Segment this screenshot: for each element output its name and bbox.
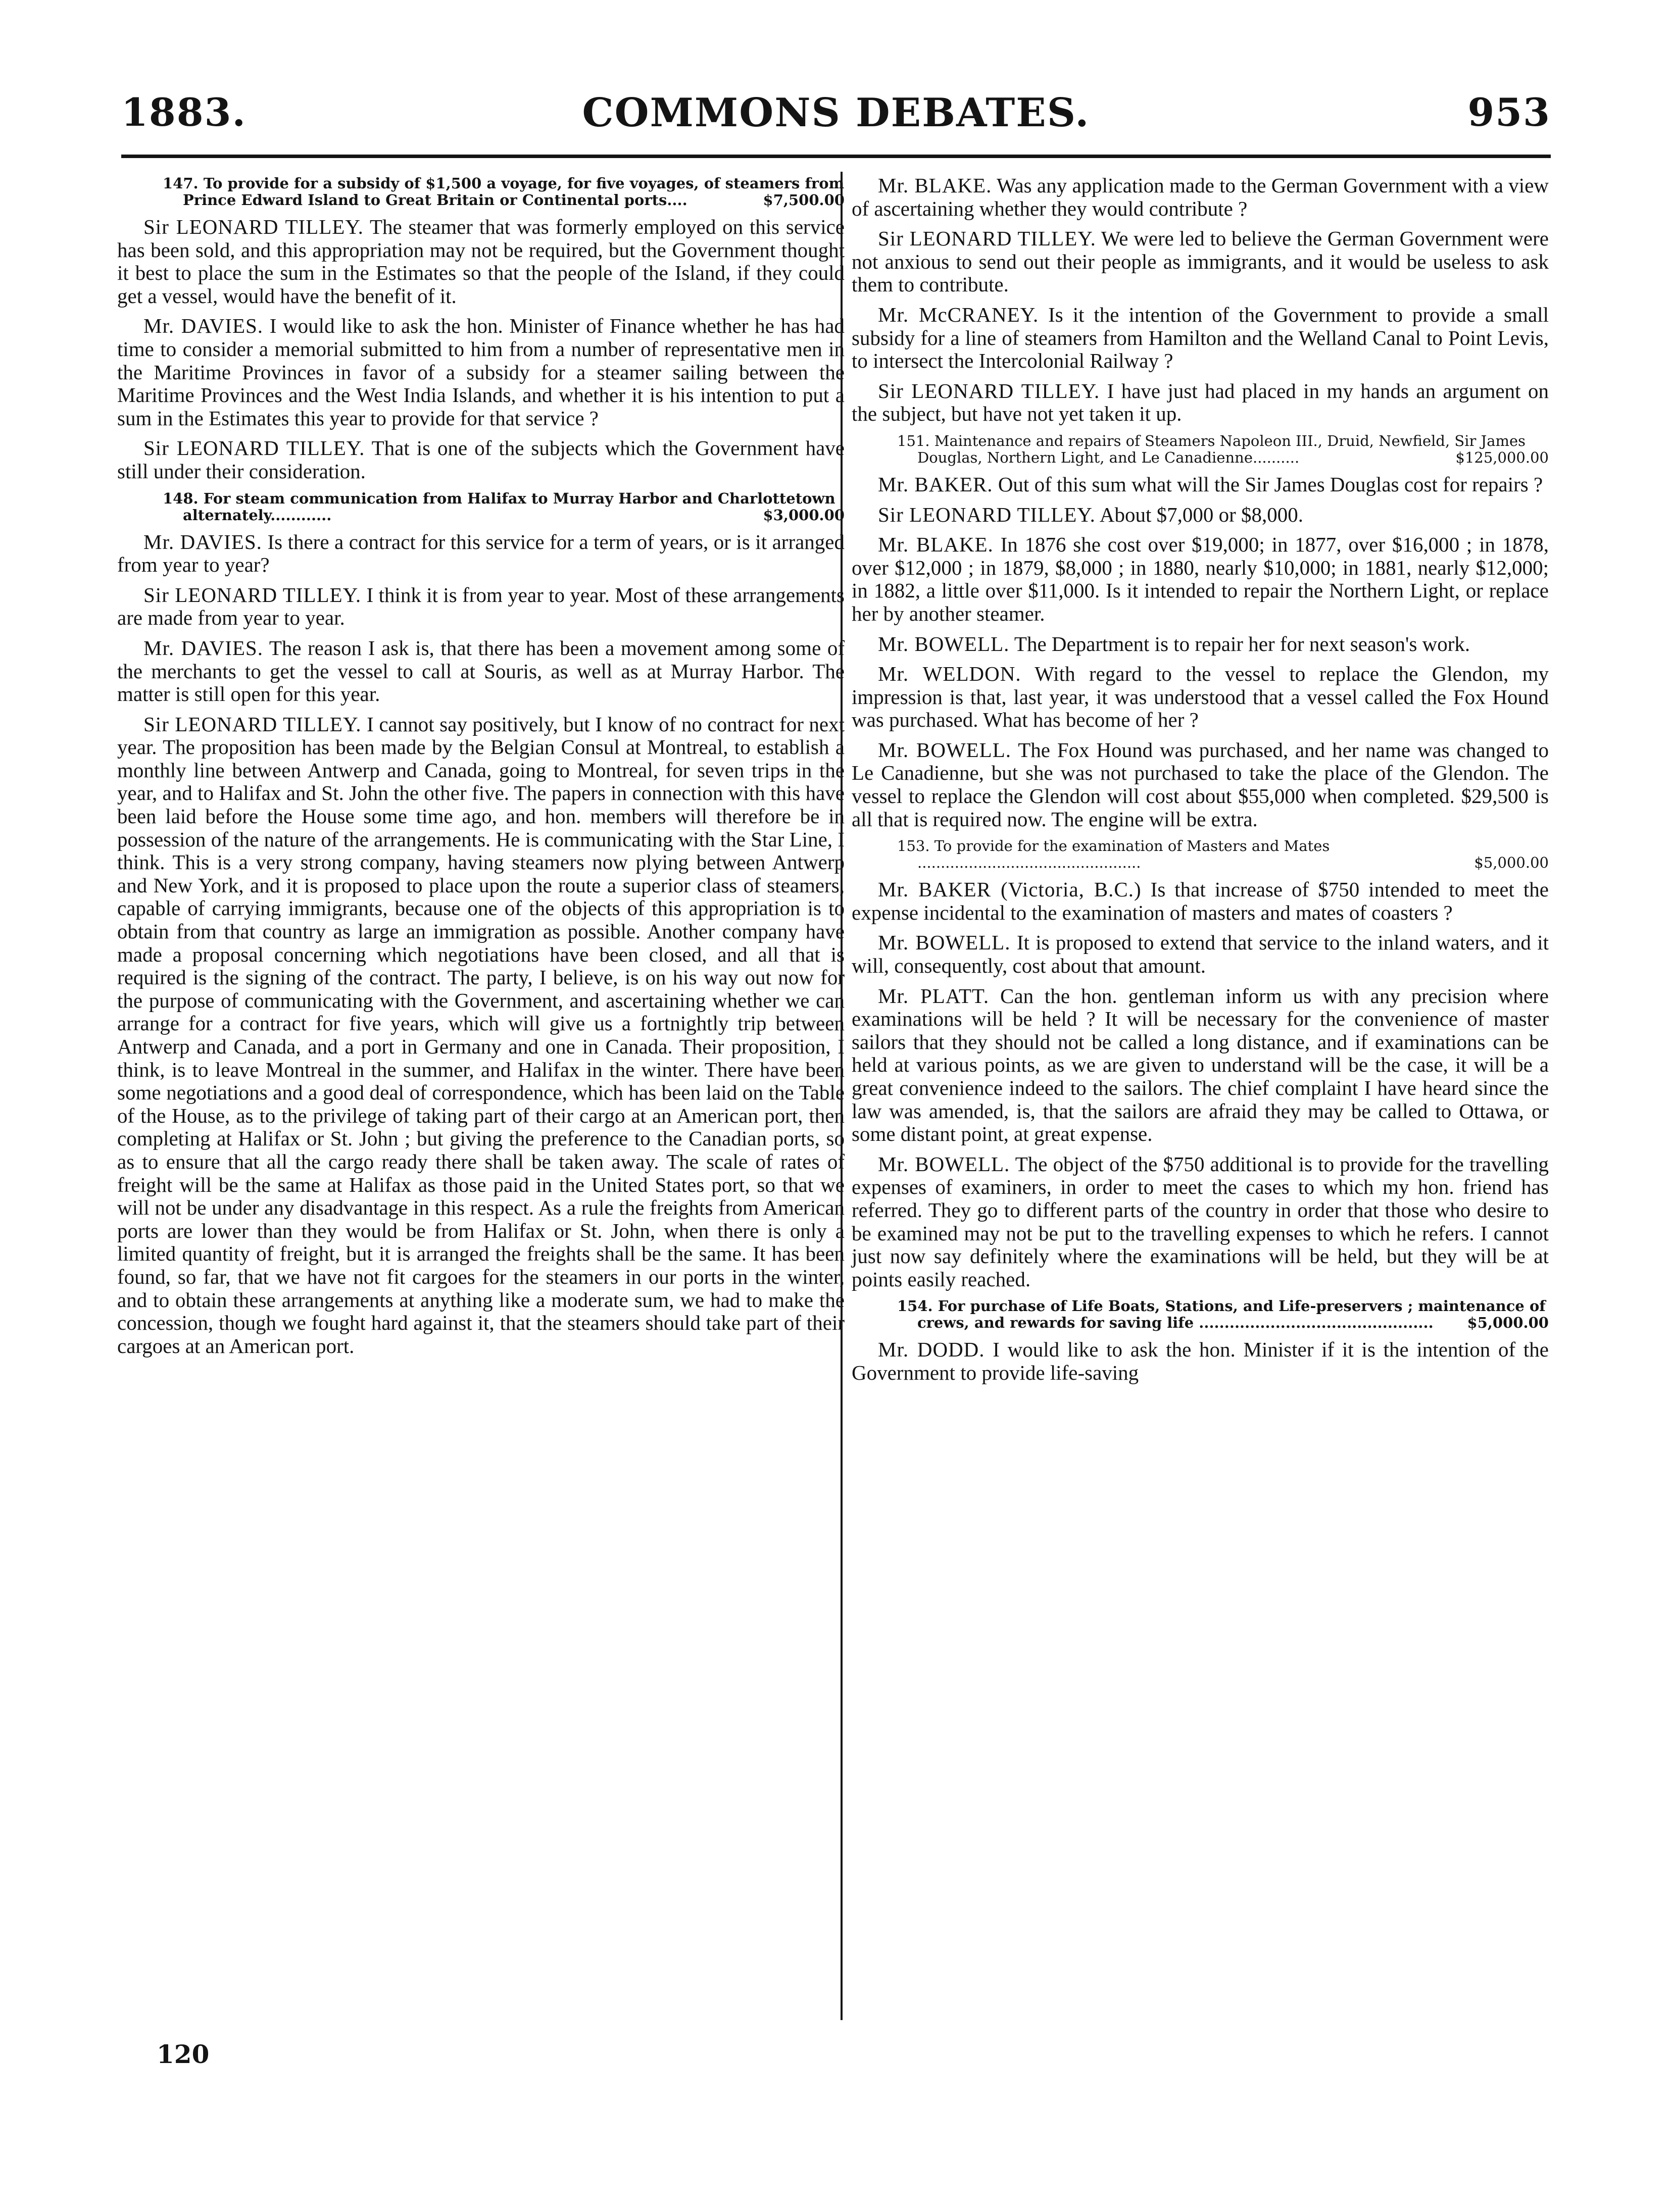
speaker-name: Sir LEONARD TILLEY. [878, 379, 1100, 403]
page-header [121, 90, 1551, 146]
speaker-name: Sir LEONARD TILLEY. [143, 583, 362, 607]
header-title: COMMONS DEBATES. [582, 90, 1090, 136]
estimate-item [852, 433, 1549, 466]
speech-paragraph [852, 633, 1549, 656]
speech-text: I think it is from year to year. Most of these arrangements are made from year to year. [117, 583, 845, 630]
speech-text: The steamer that was formerly employed on this service has been sold, and this appropriation may not be required, but the Government thought it best to place the sum in the Estimates so that the people of the Island, if they could get a vessel, would have the benefit of it. [117, 215, 845, 308]
speaker-name: Mr. DODD. [878, 1338, 985, 1362]
speech-paragraph [117, 531, 845, 577]
header-rule [121, 155, 1551, 158]
speaker-name: Sir LEONARD TILLEY. [143, 215, 364, 238]
estimate-item [852, 1298, 1549, 1331]
estimate-item [117, 175, 845, 209]
speaker-name: Mr. BLAKE. [878, 174, 992, 197]
speech-text: With regard to the vessel to replace the Glendon, my impression is that, last year, it was understood that a vessel called the Fox Hound was purchased. What has become of her ? [852, 662, 1549, 732]
speaker-name: Sir LEONARD TILLEY. [143, 712, 362, 736]
speech-paragraph [117, 713, 845, 1358]
speech-paragraph [852, 739, 1549, 831]
speech-paragraph [117, 315, 845, 430]
speech-text: In 1876 she cost over $19,000; in 1877, over $16,000 ; in 1878, over $12,000 ; in 1879, $8,000 ; in 1880, nearly $10,000; in 1881, nearly $12,000; in 1882, a little over $11,000. Is it intended to repair the Northern Light, or replace her by another steamer. [852, 533, 1549, 625]
speech-paragraph [852, 663, 1549, 732]
speech-paragraph [852, 504, 1549, 527]
estimate-item-text: 151. Maintenance and repairs of Steamers Napoleon III., Druid, Newfield, Sir James Douglas, Northern Light, and Le Canadienne.......... [897, 432, 1526, 466]
speech-text: It is proposed to extend that service to the inland waters, and it will, consequently, cost about that amount. [852, 931, 1549, 978]
speech-paragraph [852, 1338, 1549, 1384]
speaker-name: Mr. DAVIES. [143, 314, 264, 338]
speech-paragraph [852, 533, 1549, 625]
estimate-item-amount: $125,000.00 [1455, 448, 1549, 466]
speech-paragraph [117, 216, 845, 308]
speech-paragraph [852, 878, 1549, 924]
speech-paragraph [852, 931, 1549, 977]
speaker-name: Mr. PLATT. [878, 984, 990, 1008]
speech-text: The Fox Hound was purchased, and her name was changed to Le Canadienne, but she was not purchased to take the place of the Glendon. The vessel to replace the Glendon will cost about $55,000 when completed. $29,500 is all that is required now. The engine will be extra. [852, 738, 1549, 831]
speech-paragraph [117, 637, 845, 706]
speech-paragraph [117, 584, 845, 630]
speaker-name: Sir LEONARD TILLEY. [143, 436, 365, 460]
speaker-name: Mr. DAVIES. [143, 530, 262, 554]
speech-text: About $7,000 or $8,000. [1099, 502, 1304, 526]
speech-text: Can the hon. gentleman inform us with any precision where examinations will be held ? It will be necessary for the convenience of master sailors that they should not be called a long distance, and if examinations can be held at various points, as we are given to understand will be the case, it will be a great convenience indeed to the sailors. The chief complaint I have heard since the law was amended, is, that the sailors are afraid they may be called to Ottawa, or some distant point, at great expense. [852, 984, 1549, 1146]
estimate-item-amount: $5,000.00 [1474, 854, 1549, 872]
speaker-name: Mr. BOWELL. [878, 632, 1010, 656]
speaker-name: Mr. BLAKE. [878, 533, 994, 557]
speech-paragraph [852, 985, 1549, 1146]
speech-text: Out of this sum what will the Sir James Douglas cost for repairs ? [998, 472, 1543, 496]
right-column [852, 174, 1549, 1392]
speech-text: The Department is to repair her for next season's work. [1014, 632, 1470, 656]
estimate-item-text: 153. To provide for the examination of Masters and Mates ................................................ [897, 837, 1330, 872]
speaker-name: Mr. BOWELL. [878, 738, 1012, 762]
speech-paragraph [852, 380, 1549, 426]
estimate-item-text: 148. For steam communication from Halifax to Murray Harbor and Charlottetown alternately............ [163, 489, 835, 524]
speech-text: Is that increase of $750 intended to meet the expense incidental to the examination of masters and mates of coasters ? [852, 878, 1549, 924]
header-year: 1883. [121, 90, 247, 135]
estimate-item-text: 154. For purchase of Life Boats, Stations, and Life-preservers ; maintenance of crews, and rewards for saving life .............................................. [897, 1297, 1546, 1332]
speaker-name: Mr. McCRANEY. [878, 303, 1039, 326]
speech-text: That is one of the subjects which the Government have still under their consideration. [117, 436, 845, 483]
speech-text: We were led to believe the German Government were not anxious to send out their people as immigrants, and it would be useless to ask them to contribute. [852, 227, 1549, 296]
estimate-item [117, 490, 845, 524]
speaker-name: Mr. BOWELL. [878, 1152, 1010, 1176]
speech-paragraph [852, 227, 1549, 296]
speech-text: I would like to ask the hon. Minister if it is the intention of the Government to provide life-saving [852, 1338, 1549, 1384]
speaker-name: Mr. BOWELL. [878, 931, 1011, 954]
signature-number: 120 [157, 2039, 210, 2069]
speech-paragraph [117, 437, 845, 483]
left-column [117, 174, 845, 1365]
speaker-name: Sir LEONARD TILLEY. [878, 227, 1096, 250]
speech-text: The reason I ask is, that there has been a movement among some of the merchants to get the vessel to call at Souris, as well as at Murray Harbor. The matter is still open for this year. [117, 636, 845, 706]
estimate-item-amount: $7,500.00 [763, 191, 845, 209]
speech-text: I would like to ask the hon. Minister of Finance whether he has had time to consider a memorial submitted to him from a number of representative men in the Maritime Provinces in favor of a subsidy for a steamer sailing between the Maritime Provinces and the West India Islands, and whether it is his intention to put a sum in the Estimates this year to provide for that service ? [117, 314, 845, 430]
estimate-item-text: 147. To provide for a subsidy of $1,500 a voyage, for five voyages, of steamers from Prince Edward Island to Great Britain or Continental ports.... [163, 175, 845, 209]
speech-paragraph [852, 304, 1549, 373]
speech-paragraph [852, 473, 1549, 496]
speech-paragraph [852, 1153, 1549, 1291]
speech-paragraph [852, 174, 1549, 220]
speaker-name: Mr. BAKER (Victoria, B.C.) [878, 878, 1142, 901]
header-page-number: 953 [1467, 90, 1551, 135]
speaker-name: Mr. BAKER. [878, 472, 993, 496]
speech-text: Was any application made to the German Government with a view of ascertaining whether they would contribute ? [852, 174, 1549, 220]
speech-text: Is there a contract for this service for a term of years, or is it arranged from year to year? [117, 530, 845, 577]
speaker-name: Mr. WELDON. [878, 662, 1021, 686]
speech-text: I cannot say positively, but I know of no contract for next year. The proposition has been made by the Belgian Consul at Montreal, to establish a monthly line between Antwerp and Canada, going to Montreal, for seven trips in the year, and to Halifax and St. John the other five. The papers in connection with this have been laid before the House some time ago, and hon. members will therefore be in possession of the nature of the arrangements. He is communicating with the Star Line, I think. This is a very strong company, having steamers now plying between Antwerp and New York, and it is proposed to place upon the route a superior class of steamers, capable of carrying immigrants, because one of the objects of this appropriation is to obtain from that country as large an immigration as possible. Another company have made a proposal concerning which negotiations have been closed, and all that is required is the signing of the contract. The party, I believe, is on his way out now for the purpose of communicating with the Government, and ascertaining whether we can arrange for a contract for five years, which will give us a fortnightly trip between Antwerp and Canada, and a port in Germany and one in Canada. Their proposition, I think, is to leave Montreal in the summer, and Halifax in the winter. There have been some negotiations and a good deal of correspondence, which has been laid on the Table of the House, as to the privilege of taking part of their cargo at an American port, then completing at Halifax or St. John ; but giving the preference to the Canadian ports, so as to ensure that all the cargo ready there shall be taken away. The scale of rates of freight will be the same at Halifax as those paid in the United States port, so that we will not be under any disadvantage in this respect. As a rule the freights from American ports are lower than they would be from Halifax or St. John, when there is only a limited quantity of freight, but it is arranged the freights shall be the same. It has been found, so far, that we have not fit cargoes for the steamers in our ports in the winter, and to obtain these arrangements at anything like a moderate sum, we had to make the concession, though we fought hard against it, that the steamers should take part of their cargoes at an American port. [117, 712, 845, 1358]
speech-text: I have just had placed in my hands an argument on the subject, but have not yet taken it up. [852, 379, 1549, 426]
speaker-name: Sir LEONARD TILLEY. [878, 502, 1096, 526]
estimate-item-amount: $3,000.00 [763, 506, 845, 524]
estimate-item-amount: $5,000.00 [1467, 1314, 1549, 1332]
speech-text: Is it the intention of the Government to provide a small subsidy for a line of steamers from Hamilton and the Welland Canal to Point Levis, to intersect the Intercolonial Railway ? [852, 303, 1549, 373]
estimate-item [852, 838, 1549, 871]
speaker-name: Mr. DAVIES. [143, 636, 263, 660]
speech-text: The object of the $750 additional is to provide for the travelling expenses of examiners, in order to meet the cases to which my hon. friend has referred. They go to different parts of the country in order that those who desire to be examined may not be put to the travelling expenses to which he refers. I cannot just now say definitely where the examinations will be held, but they will be at points easily reached. [852, 1152, 1549, 1291]
